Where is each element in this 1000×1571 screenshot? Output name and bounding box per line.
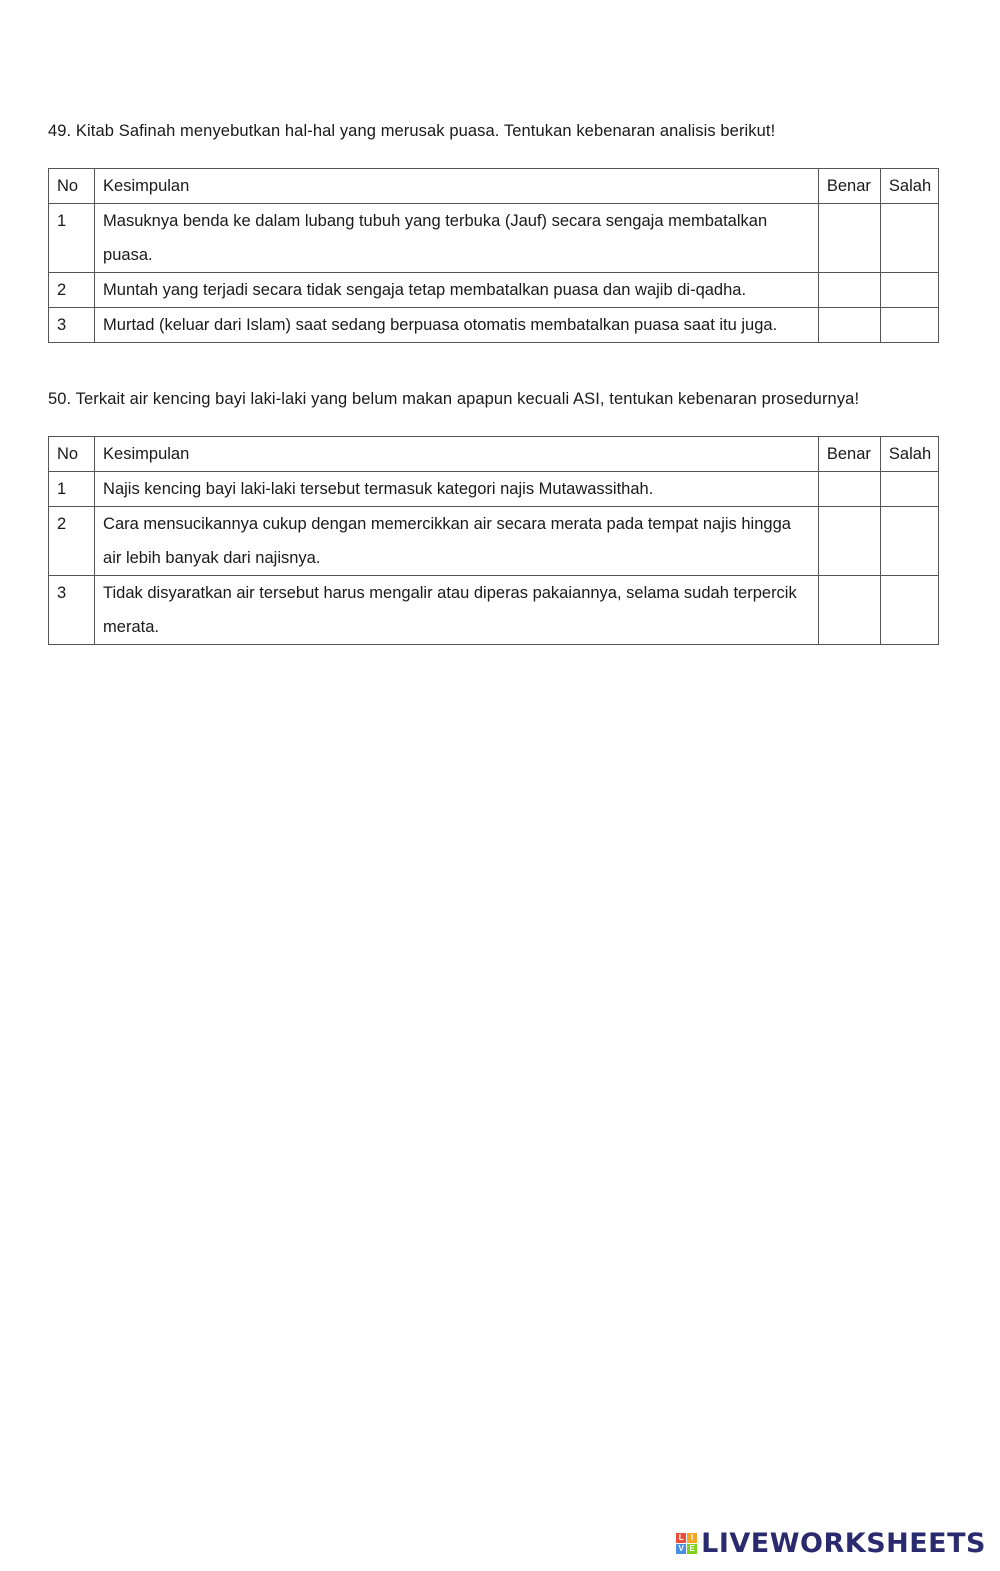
row-number: 1	[49, 472, 95, 507]
logo-icon	[676, 1533, 697, 1554]
table-header-row	[49, 169, 939, 204]
header-conclusion: Kesimpulan	[95, 437, 819, 472]
answer-true-cell[interactable]	[818, 308, 880, 343]
table-header-row	[49, 437, 939, 472]
logo-text: LIVEWORKSHEETS	[701, 1528, 986, 1559]
question-49-table	[48, 168, 939, 343]
header-no: No	[49, 437, 95, 472]
answer-false-cell[interactable]	[880, 576, 938, 645]
row-number: 3	[49, 576, 95, 645]
answer-false-cell[interactable]	[880, 472, 938, 507]
logo-letter: V	[676, 1544, 686, 1554]
table-row	[49, 507, 939, 576]
header-no: No	[49, 169, 95, 204]
answer-false-cell[interactable]	[880, 507, 938, 576]
header-true: Benar	[818, 437, 880, 472]
row-number: 2	[49, 507, 95, 576]
row-statement: Najis kencing bayi laki-laki tersebut termasuk kategori najis Mutawassithah.	[95, 472, 819, 507]
answer-false-cell[interactable]	[880, 308, 938, 343]
answer-true-cell[interactable]	[818, 472, 880, 507]
table-row	[49, 308, 939, 343]
header-conclusion: Kesimpulan	[95, 169, 819, 204]
answer-true-cell[interactable]	[818, 273, 880, 308]
table-row	[49, 273, 939, 308]
question-50-table	[48, 436, 939, 645]
answer-true-cell[interactable]	[818, 507, 880, 576]
answer-true-cell[interactable]	[818, 576, 880, 645]
question-50-prompt: 50. Terkait air kencing bayi laki-laki yang belum makan apapun kecuali ASI, tentukan kebenaran prosedurnya!	[48, 390, 860, 408]
row-statement: Masuknya benda ke dalam lubang tubuh yang terbuka (Jauf) secara sengaja membatalkan puasa.	[95, 204, 819, 273]
row-statement: Cara mensucikannya cukup dengan memercikkan air secara merata pada tempat najis hingga air lebih banyak dari najisnya.	[95, 507, 819, 576]
logo-letter: E	[687, 1544, 697, 1554]
row-number: 2	[49, 273, 95, 308]
answer-true-cell[interactable]	[818, 204, 880, 273]
answer-false-cell[interactable]	[880, 204, 938, 273]
logo-letter: L	[676, 1533, 686, 1543]
table-row	[49, 576, 939, 645]
row-statement: Muntah yang terjadi secara tidak sengaja tetap membatalkan puasa dan wajib di-qadha.	[95, 273, 819, 308]
header-false: Salah	[880, 169, 938, 204]
logo-letter: I	[687, 1533, 697, 1543]
row-statement: Tidak disyaratkan air tersebut harus mengalir atau diperas pakaiannya, selama sudah terpercik merata.	[95, 576, 819, 645]
question-49-prompt: 49. Kitab Safinah menyebutkan hal-hal yang merusak puasa. Tentukan kebenaran analisis berikut!	[48, 122, 776, 140]
row-number: 3	[49, 308, 95, 343]
liveworksheets-logo	[676, 1528, 986, 1559]
table-row	[49, 472, 939, 507]
answer-false-cell[interactable]	[880, 273, 938, 308]
header-true: Benar	[818, 169, 880, 204]
header-false: Salah	[880, 437, 938, 472]
row-statement: Murtad (keluar dari Islam) saat sedang berpuasa otomatis membatalkan puasa saat itu juga.	[95, 308, 819, 343]
row-number: 1	[49, 204, 95, 273]
table-row	[49, 204, 939, 273]
